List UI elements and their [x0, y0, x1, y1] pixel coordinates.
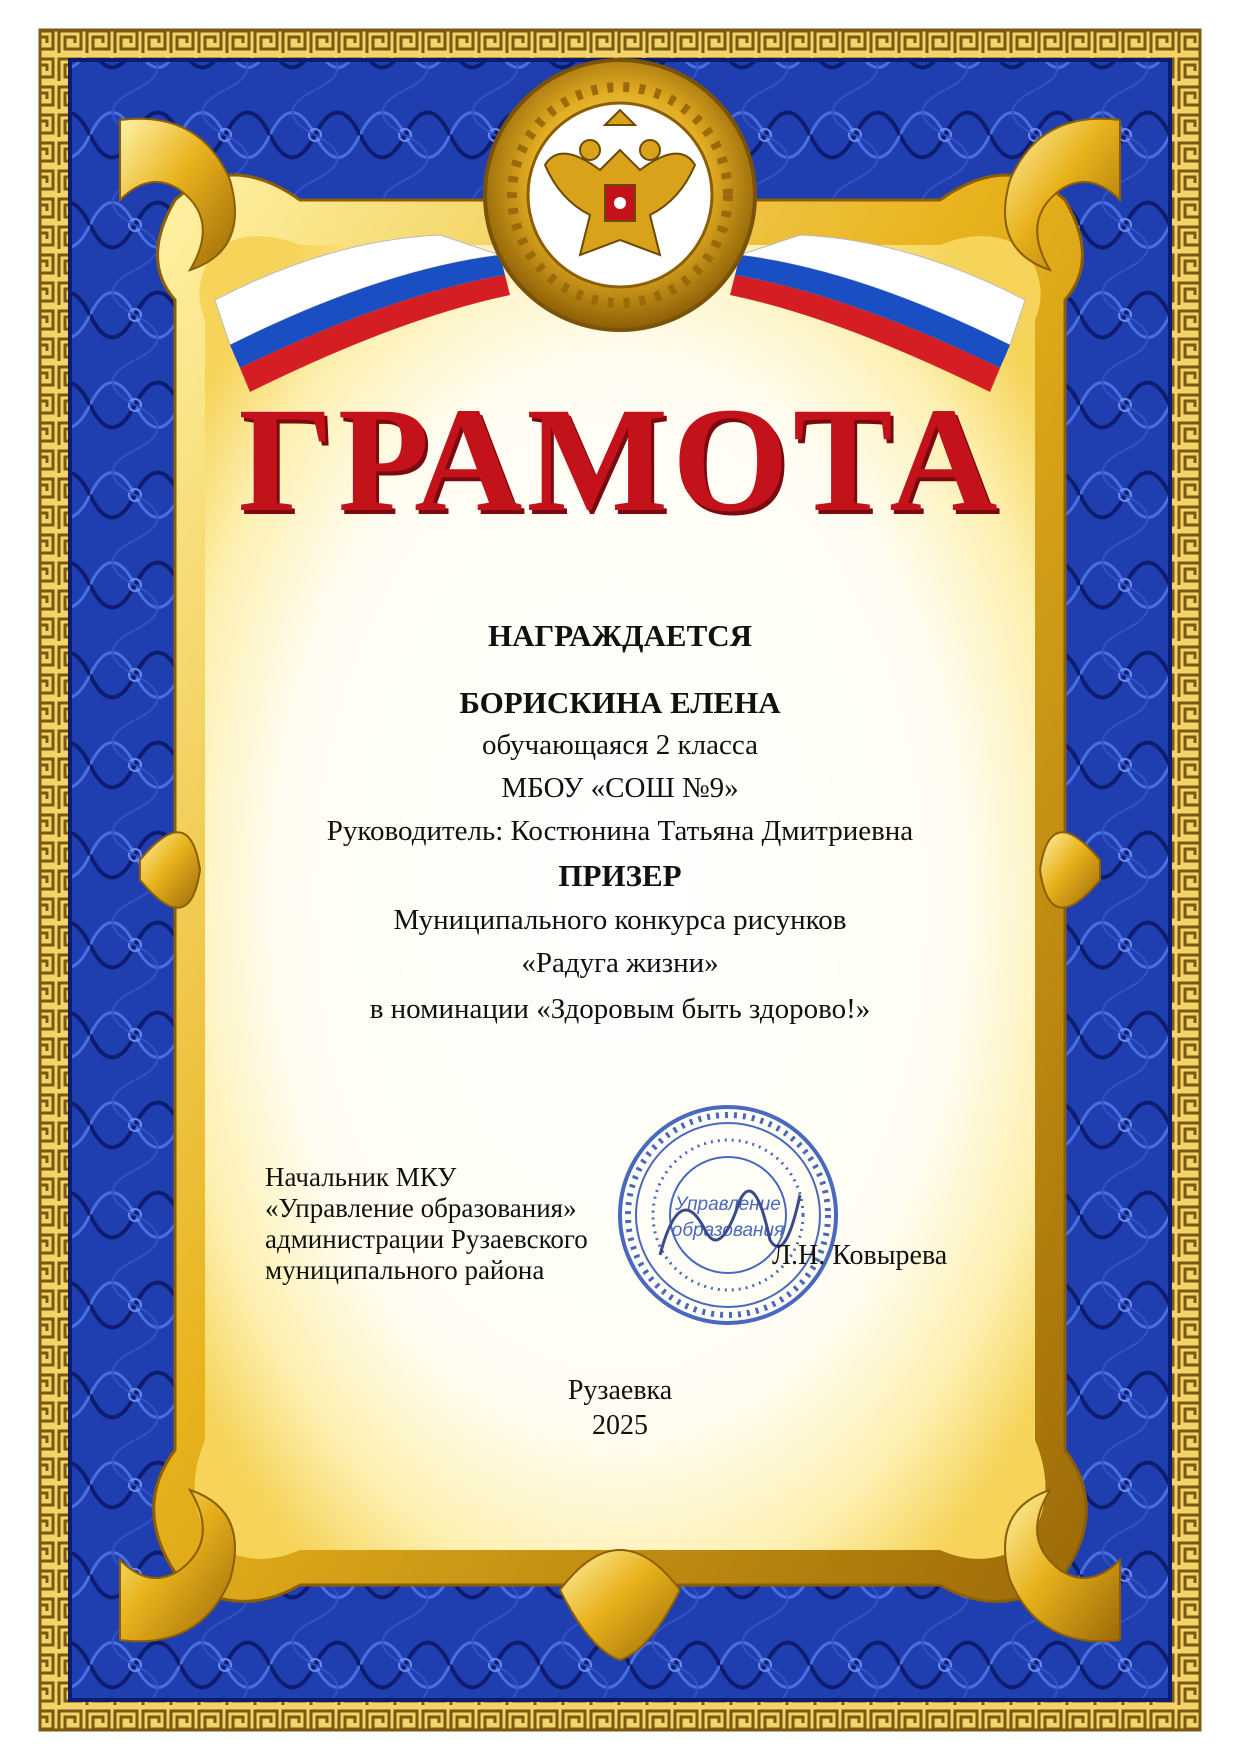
- stamp-text-2: образования: [671, 1220, 785, 1241]
- signatory-block: [265, 1162, 588, 1286]
- coat-of-arms-medallion: [485, 60, 755, 330]
- recipient-grade: обучающаяся 2 класса: [482, 729, 758, 761]
- signatory-name: Л.Н. Ковырева: [772, 1240, 948, 1271]
- year: 2025: [592, 1410, 648, 1441]
- stamp-text-1: Управление: [675, 1194, 781, 1215]
- recipient-name: БОРИСКИНА ЕЛЕНА: [459, 685, 781, 720]
- award-label: НАГРАЖДАЕТСЯ: [487, 618, 753, 653]
- certificate-title: ГРАМОТА: [238, 377, 1002, 543]
- contest-line-1: Муниципального конкурса рисунков: [393, 904, 847, 936]
- recipient-supervisor: Руководитель: Костюнина Татьяна Дмитриевна: [326, 815, 914, 847]
- contest-line-2: «Радуга жизни»: [521, 947, 719, 979]
- signatory-line-3: администрации Рузаевского: [265, 1224, 588, 1254]
- signatory-line-4: муниципального района: [265, 1255, 545, 1285]
- place: Рузаевка: [567, 1375, 673, 1406]
- recipient-school: МБОУ «СОШ №9»: [501, 772, 739, 804]
- result-label: ПРИЗЕР: [558, 858, 682, 893]
- contest-line-3: в номинации «Здоровым быть здорово!»: [369, 993, 871, 1025]
- signatory-line-2: «Управление образования»: [265, 1193, 577, 1223]
- signatory-line-1: Начальник МКУ: [265, 1162, 457, 1192]
